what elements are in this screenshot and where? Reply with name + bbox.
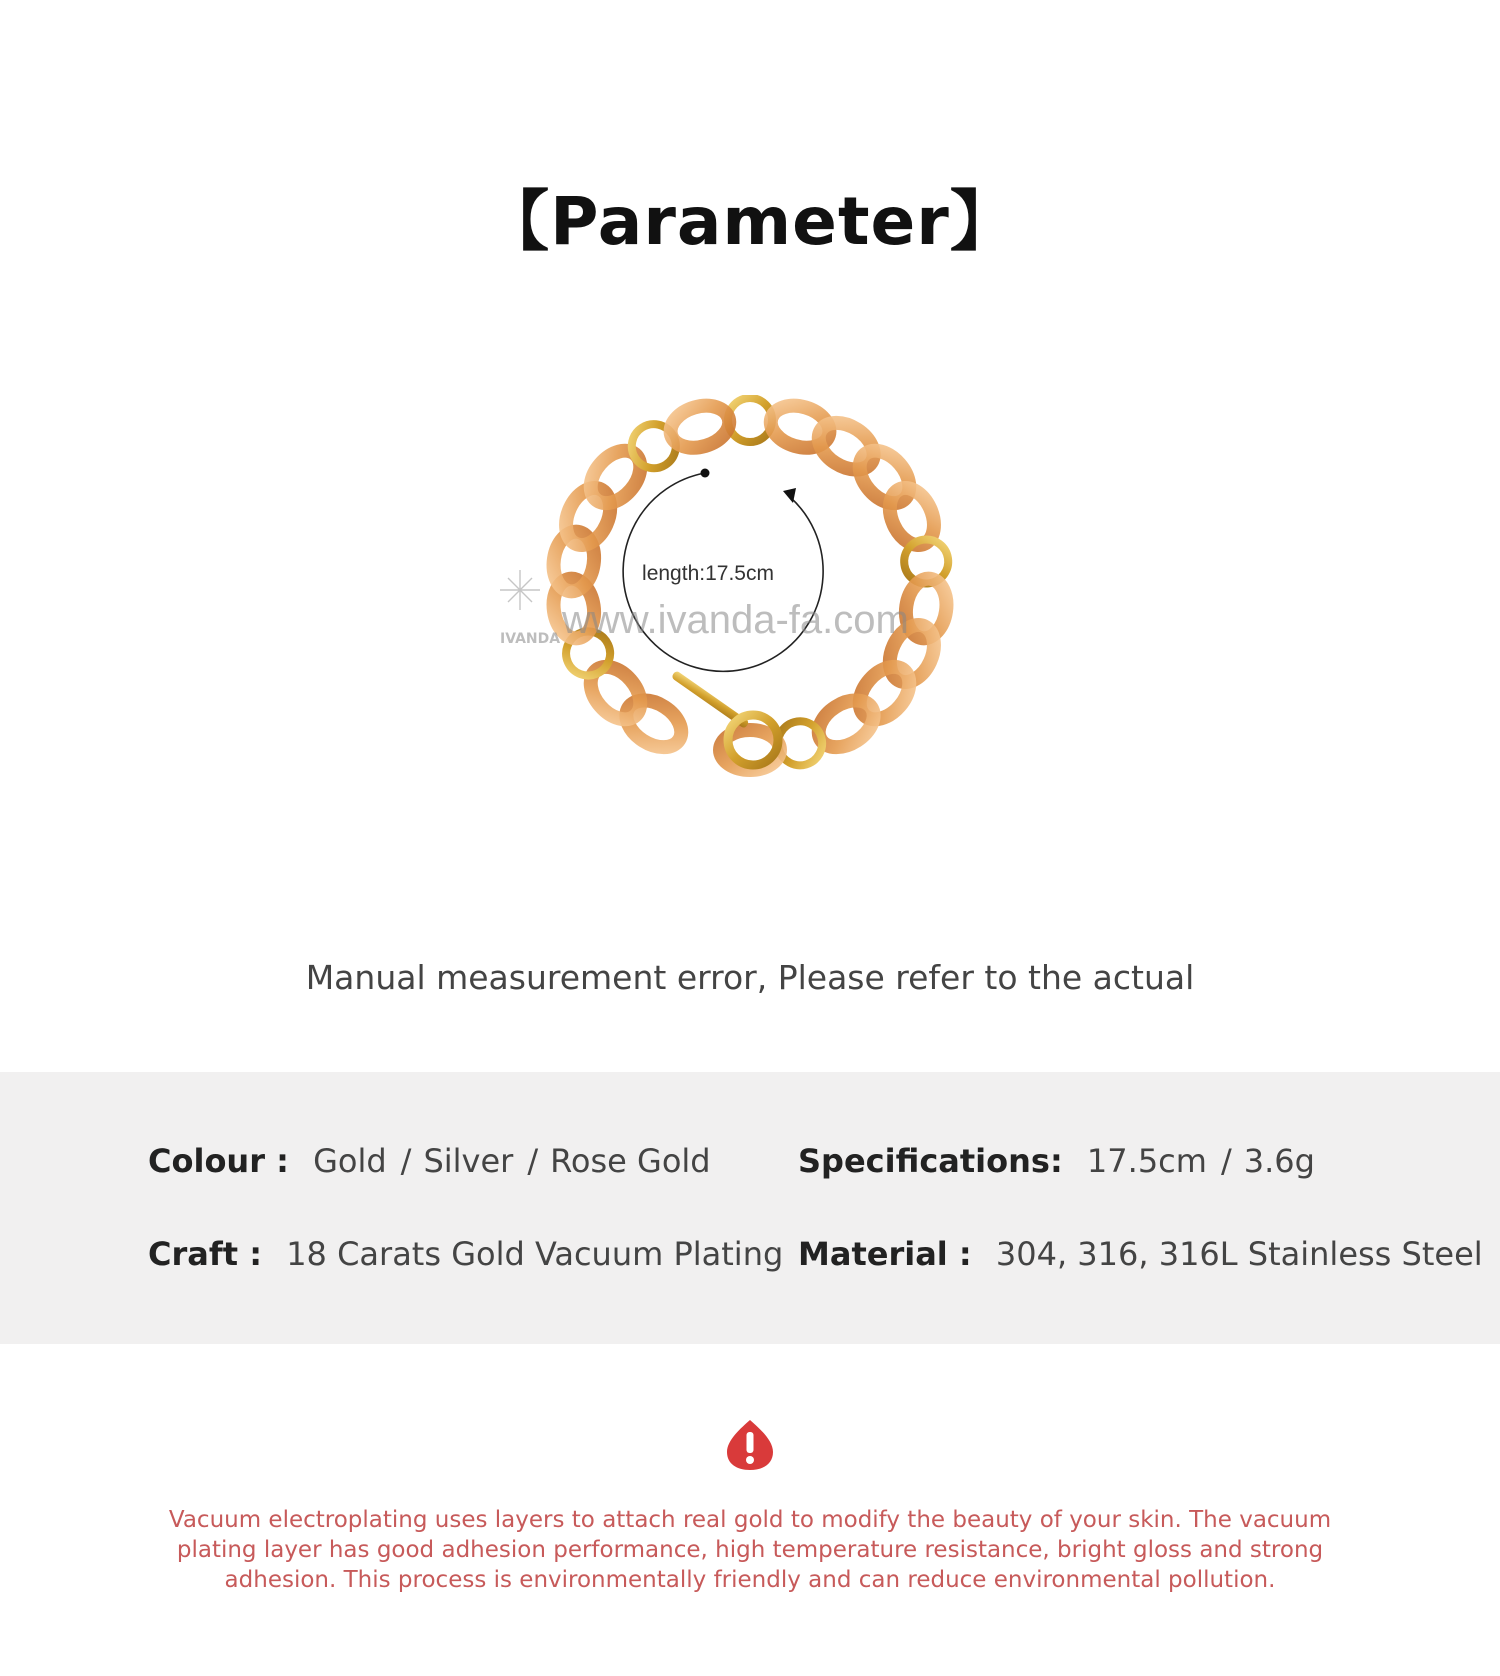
watermark-brand: IVANDA — [500, 631, 561, 647]
spec-colour: Colour : Gold / Silver / Rose Gold — [148, 1142, 711, 1180]
bracelet-illustration — [500, 395, 1000, 815]
spec-colour-value-1: Gold — [313, 1142, 387, 1180]
spec-specifications-value-1: 17.5cm — [1086, 1142, 1207, 1180]
spec-craft — [148, 1235, 783, 1273]
spec-material-label: Material : — [798, 1235, 972, 1273]
spec-colour-label: Colour : — [148, 1142, 289, 1180]
exclamation-icon — [725, 1418, 775, 1472]
spec-colour-value-2: Silver — [423, 1142, 514, 1180]
product-image — [500, 395, 1000, 815]
spec-craft-value: 18 Carats Gold Vacuum Plating — [286, 1235, 784, 1273]
spec-specifications-label: Specifications: — [798, 1142, 1063, 1180]
watermark-url: www.ivanda-fa.com — [562, 598, 909, 642]
star-logo-icon — [500, 570, 540, 610]
amber-link — [665, 399, 734, 454]
measurement-note: Manual measurement error, Please refer to the actual — [305, 958, 1195, 997]
spec-specifications: Specifications: 17.5cm / 3.6g — [798, 1142, 1315, 1180]
page-title: 【Parameter】 — [483, 183, 1017, 260]
amber-link — [850, 657, 920, 729]
amber-link — [581, 441, 651, 513]
spec-specifications-value-2: 3.6g — [1243, 1142, 1315, 1180]
spec-colour-value-3: Rose Gold — [550, 1142, 711, 1180]
amber-link — [581, 657, 651, 729]
spec-panel — [0, 1072, 1500, 1344]
plating-description: Vacuum electroplating uses layers to attach real gold to modify the beauty of your skin. The vacuum plating layer has good adhesion performance, high temperature resistance, bright gloss and strong adhesion. This process is environmentally friendly and can reduce environmental pollution. — [168, 1507, 1332, 1593]
length-label: length:17.5cm — [642, 562, 774, 585]
spec-material-value: 304, 316, 316L Stainless Steel — [995, 1235, 1483, 1273]
spec-material — [798, 1235, 1483, 1273]
spec-craft-label: Craft : — [148, 1235, 263, 1273]
